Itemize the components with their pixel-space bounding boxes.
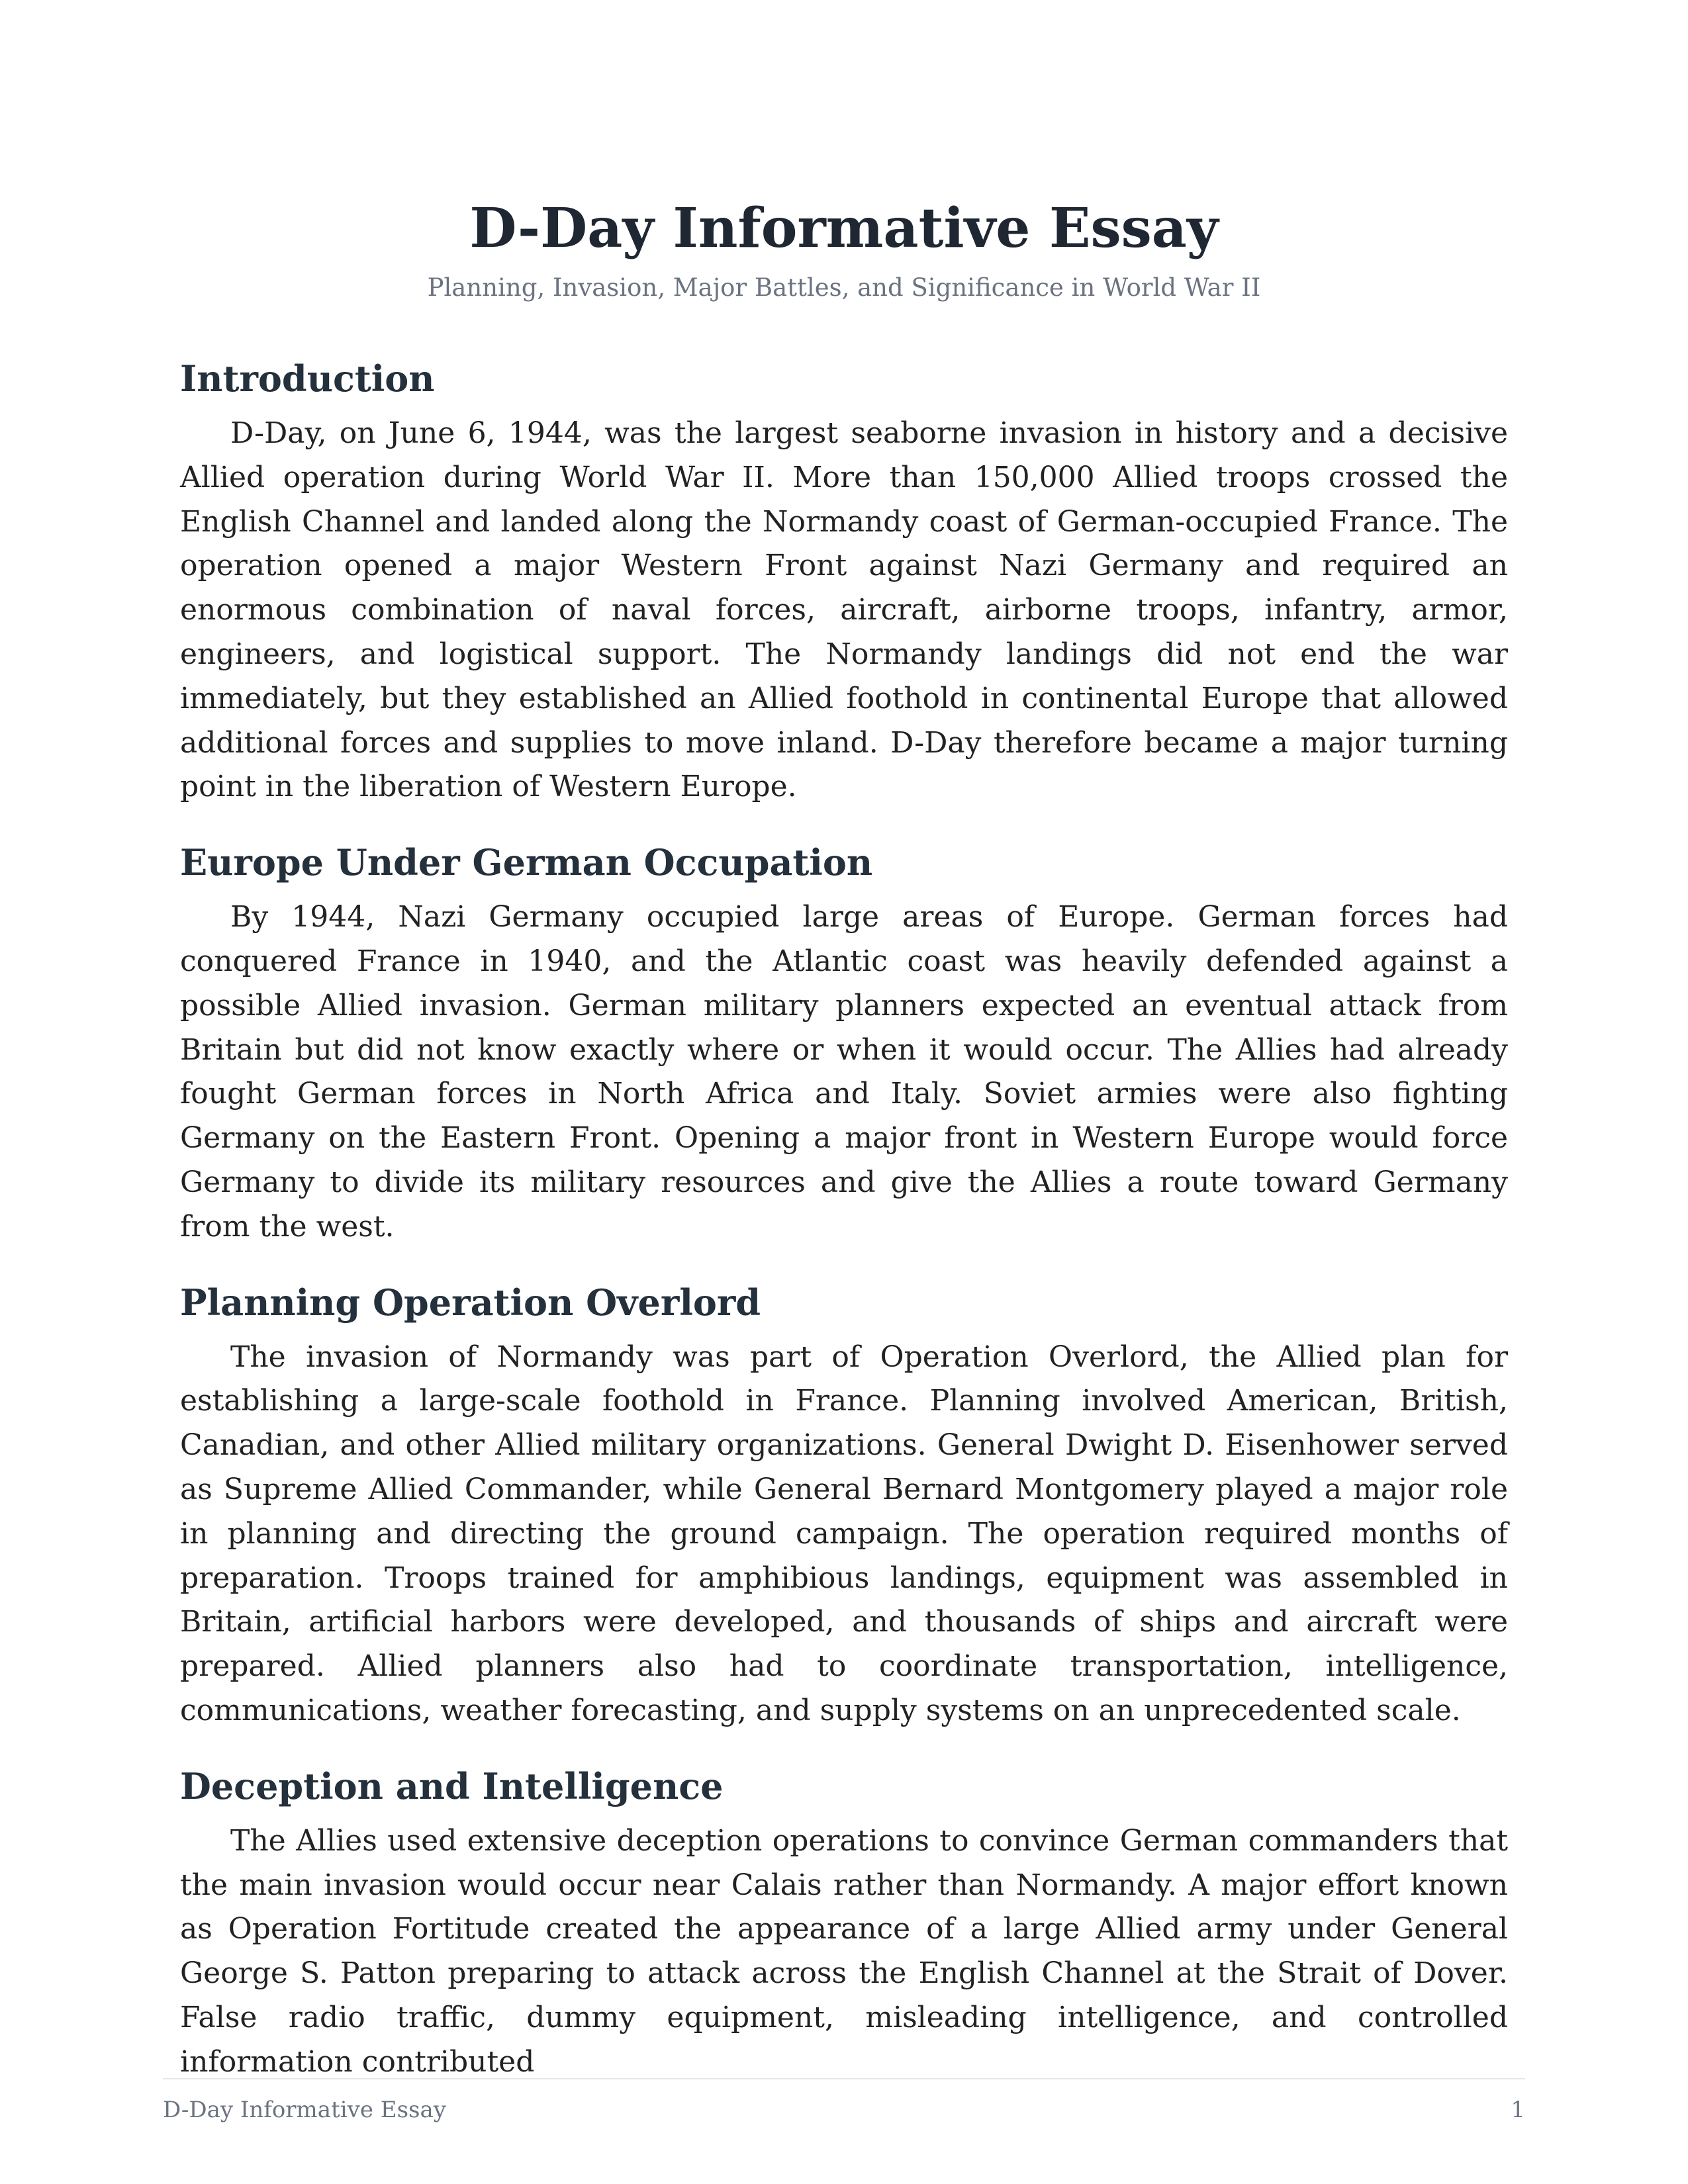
section-introduction: [180, 351, 1508, 809]
section-planning-operation-overlord: [180, 1275, 1508, 1733]
section-paragraph: The invasion of Normandy was part of Operation Overlord, the Allied plan for establishing a large-scale foothold in France. Planning involved American, British, Canadian, and other Allied military organizations. General Dwight D. Eisenhower served as Supreme Allied Commander, while General Bernard Montgomery played a major role in planning and directing the ground campaign. The operation required months of preparation. Troops trained for amphibious landings, equipment was assembled in Britain, artificial harbors were developed, and thousands of ships and aircraft were prepared. Allied planners also had to coordinate transportation, intelligence, communications, weather forecasting, and supply systems on an unprecedented scale.: [180, 1340, 1508, 1727]
document-subtitle: Planning, Invasion, Major Battles, and Significance in World War II: [427, 273, 1261, 302]
section-deception-and-intelligence: [180, 1758, 1508, 2085]
page-footer: [163, 2078, 1525, 2123]
section-paragraph: D-Day, on June 6, 1944, was the largest seaborne invasion in history and a decisive Allied operation during World War II. More than 150,000 Allied troops crossed the English Channel and landed along the Normandy coast of German-occupied France. The operation opened a major Western Front against Nazi Germany and required an enormous combination of naval forces, aircraft, airborne troops, infantry, armor, engineers, and logistical support. The Normandy landings did not end the war immediately, but they established an Allied foothold in continental Europe that allowed additional forces and supplies to move inland. D-Day therefore became a major turning point in the liberation of Western Europe.: [180, 416, 1508, 804]
document-header: [180, 192, 1508, 304]
section-europe-under-german-occupation: [180, 835, 1508, 1249]
section-heading: Introduction: [180, 357, 435, 400]
document-title: D-Day Informative Essay: [469, 197, 1219, 260]
section-heading: Planning Operation Overlord: [180, 1281, 761, 1324]
document-body: [180, 351, 1508, 2110]
footer-document-title: D-Day Informative Essay: [163, 2097, 446, 2123]
section-heading: Deception and Intelligence: [180, 1764, 724, 1807]
section-paragraph: The Allies used extensive deception operations to convince German commanders that the main invasion would occur near Calais rather than Normandy. A major effort known as Operation Fortitude created the appearance of a large Allied army under General George S. Patton preparing to attack across the English Channel at the Strait of Dover. False radio traffic, dummy equipment, misleading intelligence, and controlled information contributed: [180, 1823, 1508, 2079]
section-paragraph: By 1944, Nazi Germany occupied large areas of Europe. German forces had conquered France in 1940, and the Atlantic coast was heavily defended against a possible Allied invasion. German military planners expected an eventual attack from Britain but did not know exactly where or when it would occur. The Allies had already fought German forces in North Africa and Italy. Soviet armies were also fighting Germany on the Eastern Front. Opening a major front in Western Europe would force Germany to divide its military resources and give the Allies a route toward Germany from the west.: [180, 900, 1508, 1244]
section-heading: Europe Under German Occupation: [180, 841, 873, 884]
footer-page-number: 1: [1511, 2097, 1525, 2123]
